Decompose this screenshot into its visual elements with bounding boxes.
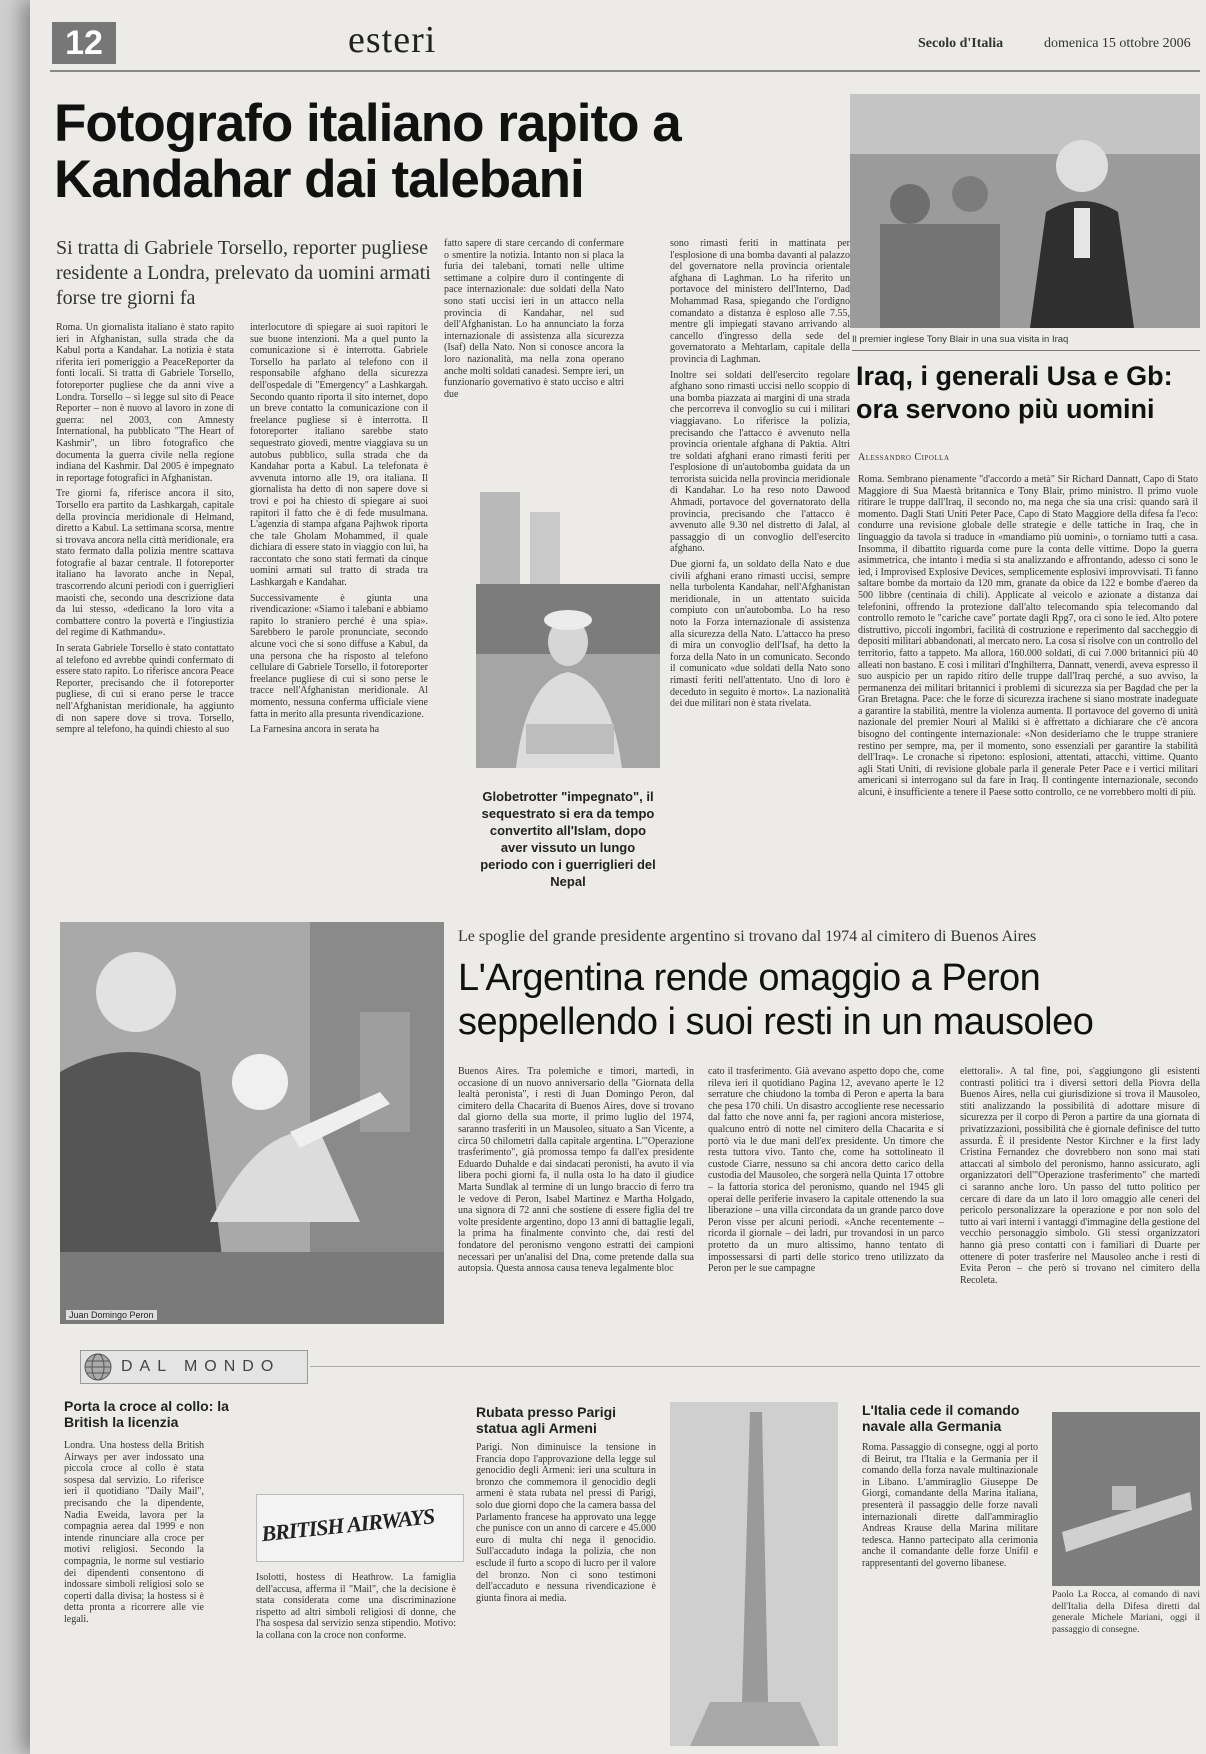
main-col-2-p1: interlocutore di spiegare ai suoi rapitori le sue buone intenzioni. Ma a quel punto la comunicazione si è interrotta. Gabriele Torsello ha parlato al telefono con il responsabile afghano della sicurezza dell'ospedale di "Emergency" a Lashkargah. Secondo quanto riporta il sito internet, dopo un breve contatto la comunicazione con il freelance pugliese si è interrotta. Il fotoreporter italiano sarebbe stato sequestrato giovedì, mentre viaggiava su un autobus pubblico, sulla strada che da Kandahar porta a Kabul. La telefonata è avvenuta intorno alle 19, ora italiana. Il giornalista ha detto di non sapere dove si trovi e poi ha chiesto di spiegare ai suoi rapitori il fatto che è di fede musulmana. L'agenzia di stampa afgana Pajhwok riporta che tale Gholam Mohammed, il quale dichiara di essere stato in viaggio con lui, ha raccontato che sono stati fermati da cinque uomini armati sul tratto di strada tra Lashkargah e Kandahar. (250, 322, 428, 589)
main-col-1-p2: Tre giorni fa, riferisce ancora il sito, Torsello era partito da Lashkargah, capitale della provincia meridionale di Helmand, diretto a Kabul. La settimana scorsa, mentre si trovava ancora nella città meridionale, era stato fermato dalla polizia mentre scattava fotografie al bazar centrale. Il fotoreporter italiano ha lavorato anche in Nepal, trascorrendo alcuni periodi con i guerriglieri maoisti che, secondo una descrizione data da lui stesso, «dedicano la loro vita a combattere contro la povertà e l'ingiustizia del regime di Kathmandu». (56, 488, 234, 639)
main-col-2-p3: La Farnesina ancora in serata ha (250, 724, 380, 736)
issue-date: domenica 15 ottobre 2006 (1044, 36, 1191, 51)
section-name: esteri (348, 19, 437, 61)
page-number: 12 (52, 22, 116, 64)
main-col-4 (670, 238, 850, 900)
armeni-monument-photo (670, 1402, 838, 1746)
british-airways-logo-text: BRITISH AIRWAYS (260, 1503, 436, 1547)
header-rule (50, 70, 1200, 72)
main-col-1-p3: In serata Gabriele Torsello è stato contattato al telefono ed avrebbe quindi confermato di essere stato rapito. Lo riferisce ancora Peace Reporter, precisando che il fotoreporter pugliese, di cui si erano perse le tracce nell'Afghanistan meridionale, ha aggiunto di non sapere dove si trova. Torsello, sempre al telefono, ha quindi chiesto al suo (56, 643, 234, 736)
iraq-byline: Alessandro Cipolla (858, 452, 950, 463)
iraq-headline: Iraq, i generali Usa e Gb: ora servono più uomini (856, 361, 1173, 424)
navale-body: Roma. Passaggio di consegne, oggi al porto di Beirut, tra l'Italia e la Germania per il comando della forza navale multinazionale in Libano. L'ammiraglio Giuseppe De Giorgi, comandante della Marina italiana, presenterà il passaggio delle forze navali internazionali dirette dall'ammiraglio Andreas Krause della Marina militare tedesca. Hanno partecipato alla cerimonia anche il comandante delle forze Unifil e rappresentanti del governo libanese. (862, 1442, 1038, 1569)
ship-photo-art (1052, 1412, 1200, 1586)
main-col-4-p3: Due giorni fa, un soldato della Nato e due civili afghani erano rimasti uccisi, sempre nella turbolenta Kandahar, nell'Afghanistan meridionale, in un attentato suicida compiuto con un'autobomba. Lo ha reso noto la Forza internazionale di assistenza alla sicurezza della Nato. L'attacco ha preso di mira un convoglio dell'Isaf, ha detto la forza della Nato in un comunicato. Secondo il comunicato «due soldati della Nato sono rimasti feriti nell'attentato. Uno di loro è deceduto in seguito è morto». La nazionalità dei due militari non è stata rivelata. (670, 559, 850, 710)
blair-photo (850, 94, 1200, 328)
ship-photo-caption: Paolo La Rocca, al comando di navi dell'Italia della Difesa diretti dal generale Michele Mariani, oggi il passaggio di consegne. (1052, 1590, 1200, 1635)
main-col-1-p1: Roma. Un giornalista italiano è stato rapito ieri in Afghanistan, sulla strada che da Kabul porta a Kandahar. La notizia è stata riferita ieri pomeriggio a PeaceReporter da fonti locali. Si tratta di Gabriele Torsello, fotoreporter pugliese che da anni vive a Londra. Torsello – si legge sul sito di Peace Reporter – non è nuovo al lavoro in zone di guerra: nel 2003, con Amnesty International, ha pubblicato "The Heart of Kashmir", un libro fotografico che documenta la guerra civile nella regione indiana del Kashmir. Dal 2005 è impegnato in reportage fotografici in Afghanistan. (56, 322, 234, 484)
peron-kicker: Le spoglie del grande presidente argentino si trovano dal 1974 al cimitero di Buenos Aires (458, 928, 1037, 945)
dal-mondo-banner (80, 1350, 308, 1384)
iraq-body: Roma. Sembrano pienamente "d'accordo a metà" Sir Richard Dannatt, Capo di Stato Maggiore di Sua Maestà britannica e Tony Blair, primo ministro. Il primo vuole ritirare le truppe dall'Iraq, il secondo no, ma nega che sia una crisi: quando sarà il momento. Dagli Stati Uniti Peter Pace, Capo di Stato Maggiore della difesa fa l'eco: condurre una revisione globale delle strategie e delle tattiche in Iraq, che in linguaggio da tavola si traduce in «mandiamo più uomini», o torniamo tutti a casa. Insomma, il dibattito riguarda come pure la conta delle vittime. Dopo la guerra asimmetrica, che intanto i media si sta analizzando e affrontando, adesso ci sono le ied, i Improvised Explosive Devices, semplicemente esplosivi improvvisati. Ti fanno saltare bombe da mortaio da 120 mm, granate da obice da 122 e bombe d'aereo da 500 libbre (centinaia di chili). Applicate al veicolo e azionate a distanza dai telefonini, offrendo la protezione dall'alto telecomando spia telecomando dal controllo remoto le "cariche cave" portate dagli Rpg7, ora ci sono le ied. Alto potere distruttivo, piccoli ingombri, facilità di costruzione e reperimento dal saccheggio di depositi militari abbandonati, al mercato nero. La cosa si risolve con un controllo del territorio, fatto a tappeto. Ma allora, 160.000 soldati, di cui 7.000 britannici più 40 alleati non bastano. E così i militari d'Inghilterra, Dannatt, venerdì, aveva espresso il suo auspicio per un rapido ritiro delle truppe dall'Iraq perché, a suo avviso, la permanenza dei militari britannici i problemi di sicurezza sia per Bagdad che per la Gran Bretagna. Pace: che le forze di sicurezza irachene si siano mostrate inadeguate a garantire la stabilità, mentre la violenza aumenta. Il portavoce del governo di unità nazionale del premier Nouri al Maliki si è affrettato a dichiarare che c'è ancora bisogno del contingente internazionale: «Non desideriamo che le truppe straniere restino per sempre, ma, per il momento, sono essenziali per garantire la stabilità dell'Iraq». Le cronache si ripetono: esplosioni, attentati, attacchi, vittime. Quanto agli Stati Uniti, di revisione globale parla il generale Peter Pace e i vertici militari americani si interrogano sul da fare in Iraq. Il contingente internazionale, secondo alcuni, è insufficiente a tenere il Paese sotto controllo, ce ne vorrebbero molti di più. (858, 474, 1198, 799)
armeni-headline: Rubata presso Parigi statua agli Armeni (476, 1404, 617, 1436)
navale-headline: L'Italia cede il comando navale alla Germania (862, 1402, 1020, 1434)
peron-headline: L'Argentina rende omaggio a Peron seppellendo i suoi resti in un mausoleo (458, 957, 1094, 1043)
main-col-4-p1: sono rimasti feriti in mattinata per l'esplosione di una bomba davanti al palazzo del governatore nella provincia orientale afghana di Laghman. Lo ha riferito un portavoce del ministero dell'Interno, Dad Mohammad Rasa, spiegando che l'ordigno comandato a distanza è esploso alle 7.55, mentre gli impiegati stavano arrivando al cancello d'ingresso della sede del governatorato a Mehtarlam, capitale della provincia di Laghman. (670, 238, 850, 365)
torsello-photo-caption: Globetrotter "impegnato", il sequestrato si era da tempo convertito all'Islam, dopo aver vissuto un lungo periodo con i guerriglieri del Nepal (480, 789, 656, 889)
torsello-photo (476, 584, 660, 768)
blair-photo-art (850, 94, 1200, 328)
main-col-4-p2: Inoltre sei soldati dell'esercito regolare afghano sono rimasti uccisi nello scoppio di una bomba piazzata ai margini di una strada che percorreva il convoglio su cui i militari viaggiavano. Lo riferisce la polizia, precisando che l'attacco è avvenuto nella provincia orientale afghana di Paktia. Altri tre soldati afghani erano rimasti feriti per l'esplosione di un'autobomba guidata da un terrorista suicida nella provincia meridionale di Kandahar. Lo ha reso noto Dawood Ahmadi, portavoce del governatorato della provincia, precisando che l'attacco è avvenuto alle 9.30 nel distretto di Jalal, al passaggio di un convoglio dell'esercito afghano. (670, 369, 850, 555)
ship-photo (1052, 1412, 1200, 1586)
british-airways-logo (256, 1494, 464, 1562)
iraq-rule (852, 350, 1200, 351)
newspaper-page (30, 0, 1206, 1754)
peron-photo-art (60, 922, 444, 1324)
main-col-1 (56, 322, 234, 900)
british-headline: Porta la croce al collo: la British la licenzia (64, 1398, 229, 1430)
newspaper-name: Secolo d'Italia (918, 36, 1004, 51)
armeni-body: Parigi. Non diminuisce la tensione in Francia dopo l'approvazione della legge sul genocidio degli Armeni: ieri una scultura in bronzo che commemora il genocidio degli armeni è stata rubata nel pressi di Parigi, solo due giorni dopo che la camera bassa del Parlamento francese ha approvato una legge che punisce con un anno di carcere e 45.000 euro di multa chi nega il genocidio. Sull'accaduto indaga la polizia, che non esclude il furto a scopo di lucro per il valore del bronzo. Non ci sono testimoni dell'accaduto e nessuna rivendicazione è giunta finora ai media. (476, 1442, 656, 1604)
main-col-3-top: fatto sapere di stare cercando di confermare o smentire la notizia. Intanto non si placa la furia dei talebani, tornati nelle ultime settimane a colpire duro il contingente di pace internazionale: due soldati della Nato sono stati uccisi ieri in un attacco nella provincia di Kandahar, nel sud dell'Afghanistan. Lo ha annunciato la forza internazionale di assistenza alla sicurezza (Isaf) della Nato. Non si conosce ancora la loro nazionalità, ma nella zona operano anche molti soldati canadesi. Sempre ieri, un funzionario governativo è stato ucciso e altri due (444, 238, 624, 400)
torsello-photo-art (476, 584, 660, 768)
armeni-monument-art (670, 1402, 838, 1746)
peron-col-2: cato il trasferimento. Già avevano aspetto dopo che, come rileva ieri il quotidiano Pagina 12, avevano aperte le 12 serrature che chiudono la tomba di Peron e aperta la bara che pesa 170 chili. Un disastro accogliente rese necessario dal fatto che nove anni fa, per ragioni ancora misteriose, qualcuno entrò di notte nel cimitero della Chacarita e si portò via le due mani dell'ex presidente. Un timore che resta tuttora vivo. Tanto che, come ha sottolineato il custode Ciarre, nessuno sa chi ancora detto carico della custodia del Mausoleo, che sorgerà nella Quinta 17 ottobre – la fattoria storica del peronismo, quando nel 1945 gli operai delle periferie invasero la capitale ottenendo la sua liberazione – una villa circondata da un grande parco dove Peron visse per alcuni periodi. «Anche recentemente – ricorda il giornale – dei ladri, pur trovandosi in un parco protetto da un muro altissimo, hanno tentato di impossessarsi di parti delle storico treno utilizzato da Peron per le sue campagne (708, 1066, 944, 1275)
main-headline: Fotografo italiano rapito a Kandahar dai talebani (54, 94, 681, 209)
peron-col-3: elettorali». A tal fine, poi, s'aggiungono gli esistenti contrasti politici tra i diversi settori della Piovra della Buenos Aires, nella cui giurisdizione si trova il Mausoleo, stiti analizzando la possibilità di adottare misure di sicurezza per il corpo di Peron a partire da una giornata di privatizzazioni, possibilità che è giornale definisce del tutto assurda. È il presidente Nestor Kirchner e la first lady Cristina Fernandez che dovrebbero non sono mai stati attaccati al simbolo del peronismo, hanno assicurato, agli organizzatori dell'"Operazione trasferimento" che martedì ci saranno anche loro. Un passo del tutto politico per cercare di dare da un lato il loro omaggio alle ceneri del pericolo personalizzare la operazione e por non solo del tutto ai vari interni i vantaggi d'immagine della gestione del vecchio personaggio simbolo. Gli stessi organizzatori hanno già preso contatti con i familiari di Duarte per ottenere di poter trasferire nel Mausoleo anche i resti di Evita Peron – che però si trovano nel cimitero della Recoleta. (960, 1066, 1200, 1286)
peron-photo (60, 922, 444, 1324)
main-col-2 (250, 322, 428, 900)
dal-mondo-title: DAL MONDO (121, 1358, 281, 1375)
peron-col-1: Buenos Aires. Tra polemiche e timori, martedì, in occasione di un nuovo anniversario della "Giornata della lealtà peronista", i resti di Juan Domingo Peron, dal cimitero della Chacarita di Buenos Aires, dove si trovano dal giorno della sua morte, il primo luglio del 1974, saranno trasferiti in un Mausoleo, situato a San Vicente, a circa 50 chilometri dalla capitale argentina. L'"Operazione trasferimento", già promossa tempo fa dall'ex presidente Eduardo Duhalde e dai sindacati peronisti, ha avuto il via libera pochi giorni fa, il nulla osta lo ha dato il giudice Marta Sundlak al termine di un lungo braccio di ferro tra le vedove di Peron, Isabel Martinez e Martha Holgado, una signora di 72 anni che sostiene di essere figlia del tre volte presidente argentino, dopo 13 anni di battaglie legali, la prima ha finalmente convinto che, dai resti del fondatore del peronismo vengono estratti dei campioni necessari per un'analisi del Dna, come pretende dalla sua autopsia. Questa annosa causa teneva legalmente bloc (458, 1066, 694, 1275)
british-body: Londra. Una hostess della British Airways per aver indossato una piccola croce al collo è stata sospesa dal servizio. Lo riferisce ieri il quotidiano "Daily Mail", precisando che la dipendente, Nadia Eweida, lavora per la compagnia aerea dal 1999 e non intende rinunciare alla croce per motivi religiosi. Secondo la compagnia, le norme sul vestiario dei dipendenti consentono di indossare simboli religiosi solo se coperti dalla divisa; la hostess si è detta pronta a ricorrere alle vie legali. (64, 1440, 204, 1625)
blair-photo-caption: Il premier inglese Tony Blair in una sua visita in Iraq (852, 334, 1069, 345)
globe-icon (83, 1352, 113, 1382)
dal-mondo-rule (310, 1366, 1200, 1367)
peron-photo-caption: Juan Domingo Peron (66, 1310, 157, 1320)
main-subhead: Si tratta di Gabriele Torsello, reporter pugliese residente a Londra, prelevato da uomini armati forse tre giorni fa (56, 237, 431, 309)
british-body-2: Isolotti, hostess di Heathrow. La famiglia dell'accusa, afferma il "Mail", che la decisione è stata considerata come una discriminazione rispetto ad altri simboli religiosi di donne, che l'ha sospesa dal servizio senza stipendio. Motivo: la collana con la croce non conforme. (256, 1572, 456, 1641)
main-col-2-p2: Successivamente è giunta una rivendicazione: «Siamo i talebani e abbiamo rapito lo straniero perché è una spia». Sarebbero le parole pronunciate, secondo alcune voci che si sono diffuse a Kabul, da una persona che ha risposto al telefono cellulare di Gabriele Torsello, il fotoreporter freelance pugliese di cui si sono perse le tracce nell'Afghanistan meridionale. Al momento, nessuna conferma ufficiale viene fatta in merito alla presunta rivendicazione. (250, 592, 428, 720)
